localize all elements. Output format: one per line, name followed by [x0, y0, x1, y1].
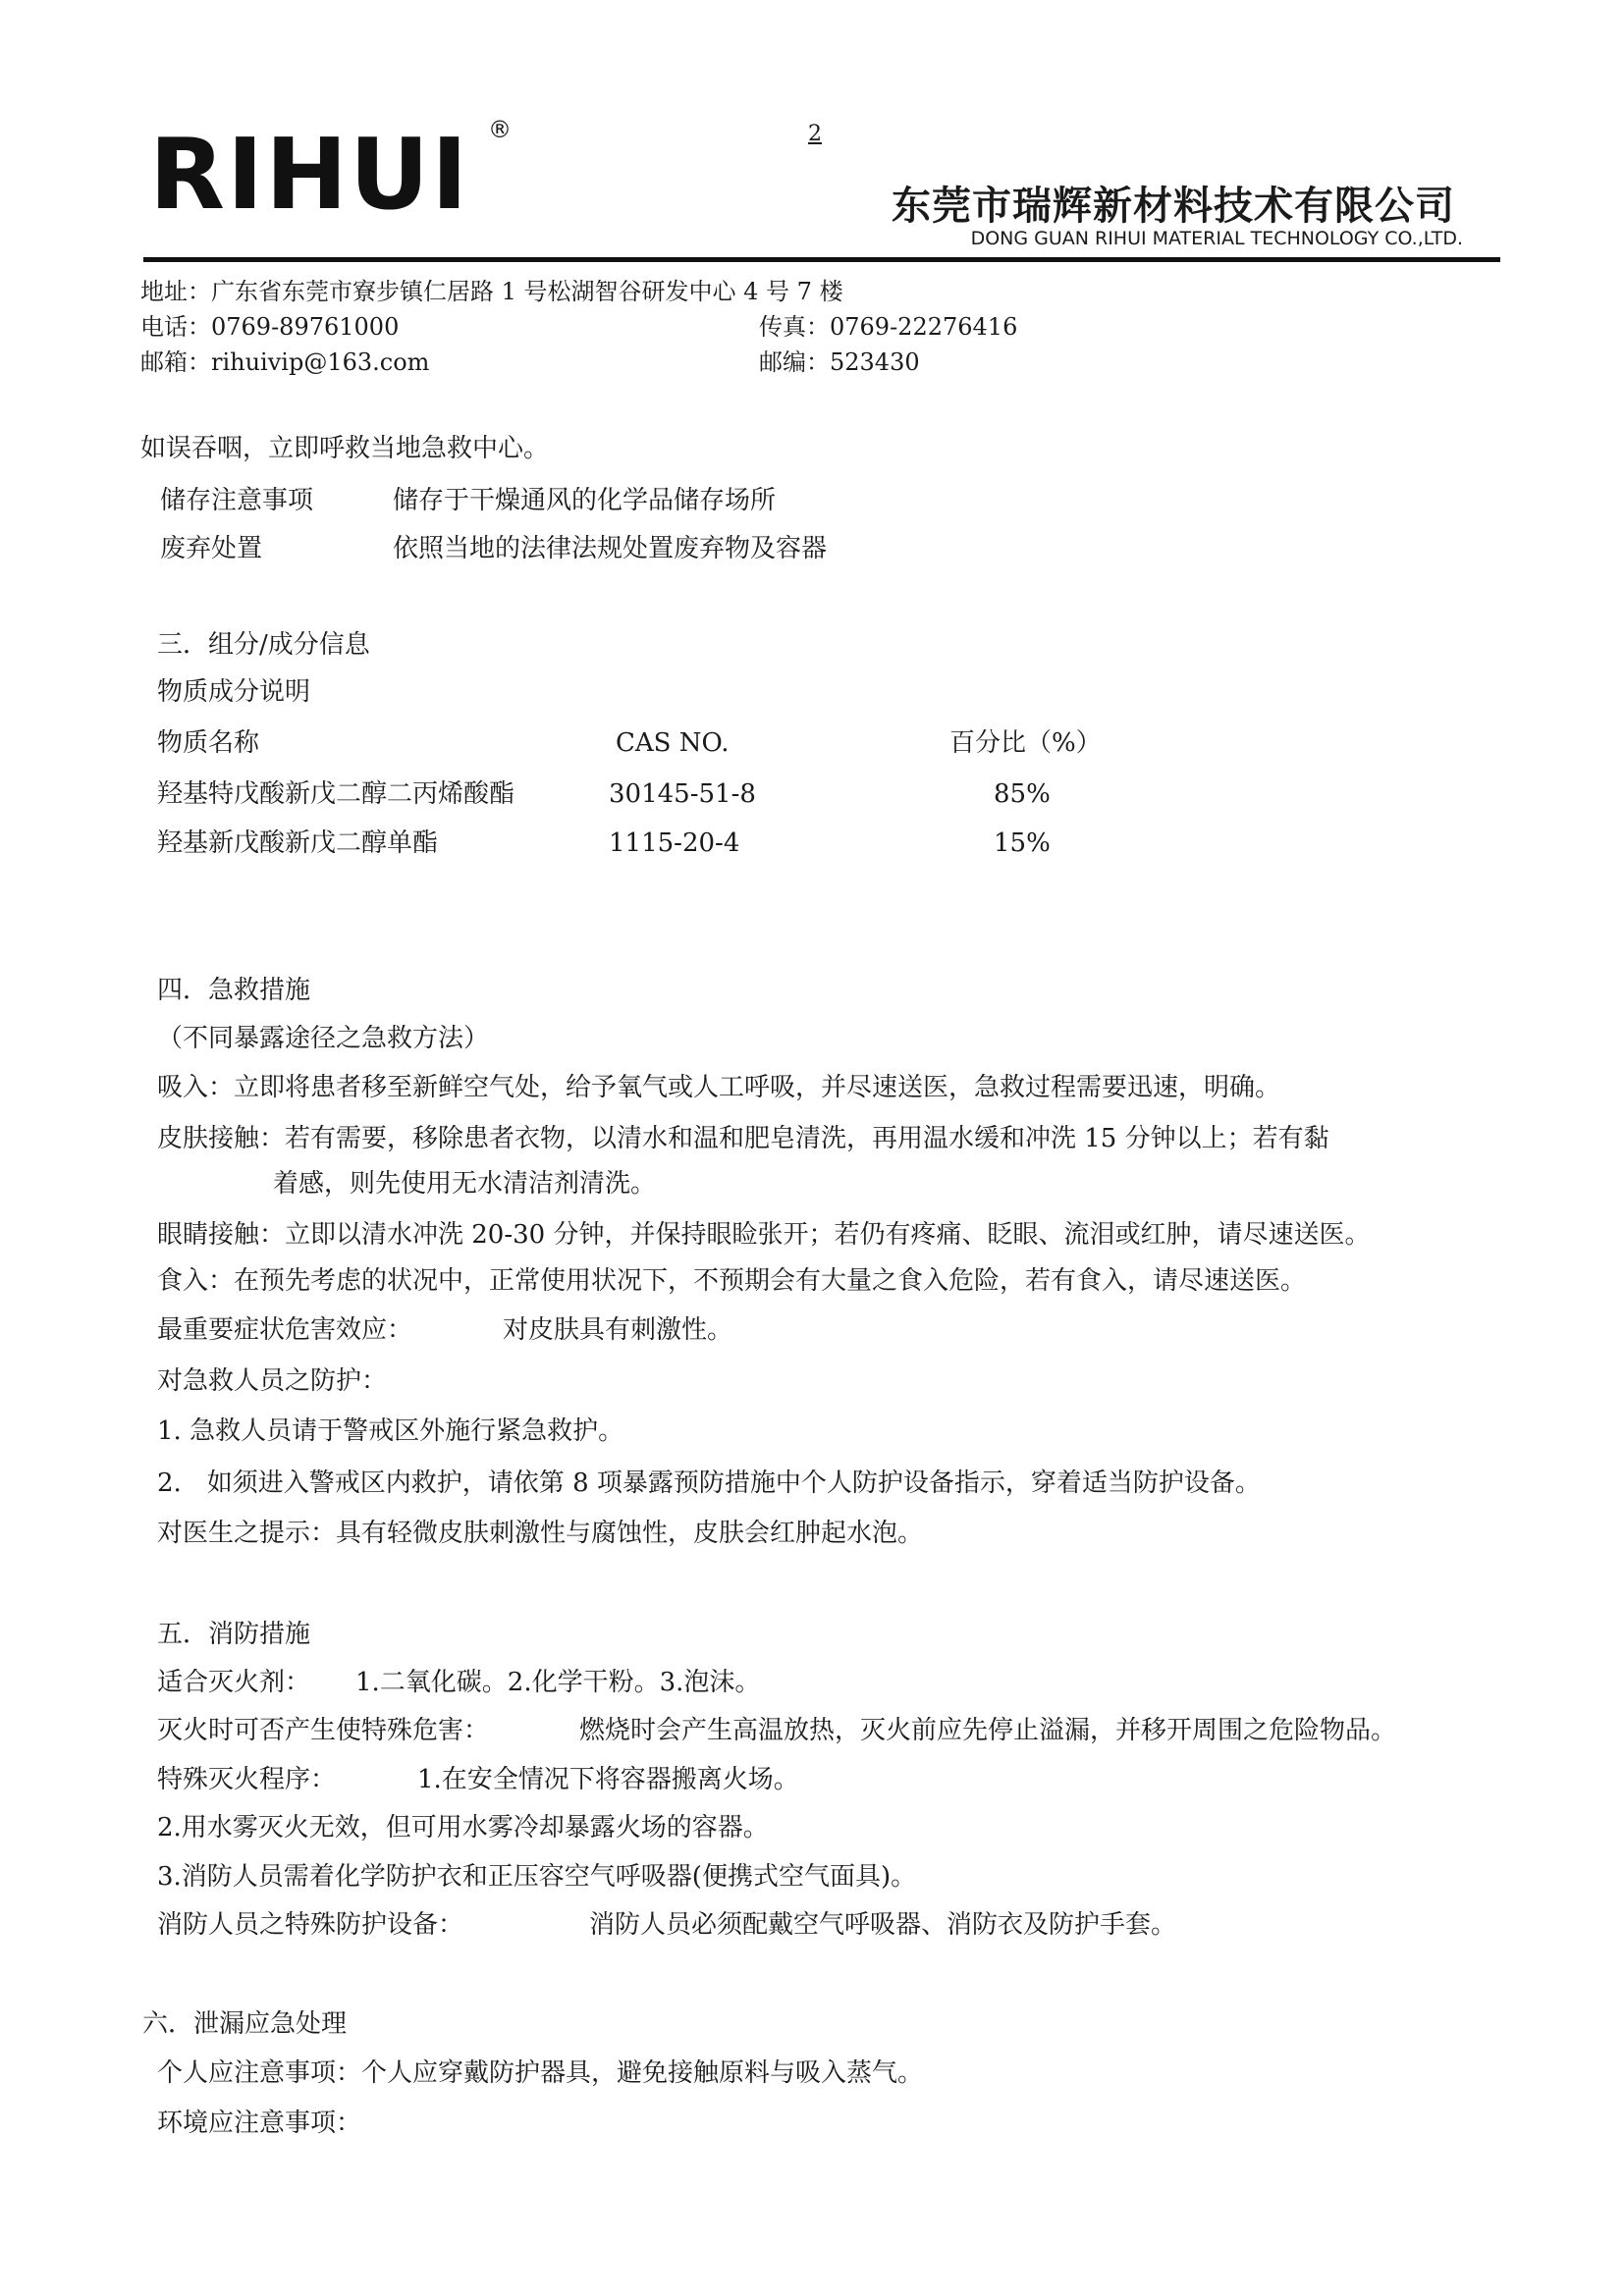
rescuer-protection-label: 对急救人员之防护： [157, 1366, 388, 1396]
table-header-percent: 百分比（%） [949, 728, 1102, 758]
storage-value: 储存于干燥通风的化学品储存场所 [393, 486, 777, 515]
special-procedure-3: 3.消防人员需着化学防护衣和正压容空气呼吸器(便携式空气面具)。 [157, 1862, 917, 1892]
page-number: 2 [808, 122, 822, 146]
section4-title: 四．急救措施 [157, 976, 311, 1005]
disposal-value: 依照当地的法律法规处置废弃物及容器 [393, 534, 828, 563]
rescuer-item-2: 2. 如须进入警戒区内救护，请依第 8 项暴露预防措施中个人防护设备指示，穿着适当防护设备。 [157, 1468, 1261, 1498]
section3-subtitle: 物质成分说明 [157, 677, 311, 707]
table-row-2-name: 羟基新戊酸新戊二醇单酯 [157, 828, 439, 858]
contact-email: 邮箱：rihuivip@163.com [140, 348, 430, 376]
table-header-name: 物质名称 [157, 728, 260, 758]
personal-precautions: 个人应注意事项：个人应穿戴防护器具，避免接触原料与吸入蒸气。 [157, 2058, 924, 2088]
section4-subtitle: （不同暴露途径之急救方法） [157, 1024, 490, 1053]
ingestion-note: 如误吞咽，立即呼救当地急救中心。 [140, 434, 550, 463]
rescuer-item-1: 1. 急救人员请于警戒区外施行紧急救护。 [157, 1416, 624, 1446]
table-row-1-percent: 85% [994, 779, 1051, 809]
section5-title: 五．消防措施 [157, 1620, 311, 1649]
first-aid-eye: 眼睛接触：立即以清水冲洗 20-30 分钟，并保持眼睑张开；若仍有疼痛、眨眼、流泪或红肿，请尽速送医。 [157, 1220, 1371, 1250]
table-header-cas: CAS NO. [616, 728, 730, 758]
section6-title: 六．泄漏应急处理 [142, 2009, 348, 2039]
extinguishing-media-label: 适合灭火剂： [157, 1668, 311, 1697]
first-aid-ingestion: 食入：在预先考虑的状况中，正常使用状况下，不预期会有大量之食入危险，若有食入，请尽速送医。 [157, 1266, 1307, 1296]
header-rule [143, 257, 1500, 262]
firefighter-equipment-value: 消防人员必须配戴空气呼吸器、消防衣及防护手套。 [589, 1910, 1177, 1940]
storage-label: 储存注意事项 [160, 486, 314, 515]
table-row-1-name: 羟基特戊酸新戊二醇二丙烯酸酯 [157, 779, 515, 809]
special-hazard-label: 灭火时可否产生使特殊危害： [157, 1716, 490, 1745]
symptoms-label: 最重要症状危害效应： [157, 1315, 413, 1345]
firefighter-equipment-label: 消防人员之特殊防护设备： [157, 1910, 464, 1940]
contact-fax: 传真：0769-22276416 [759, 313, 1018, 341]
contact-address: 地址：广东省东莞市寮步镇仁居路 1 号松湖智谷研发中心 4 号 7 楼 [140, 278, 843, 305]
environmental-precautions: 环境应注意事项： [157, 2109, 362, 2138]
contact-postcode: 邮编：523430 [759, 348, 920, 376]
first-aid-skin-line2: 着感，则先使用无水清洁剂清洗。 [273, 1169, 657, 1199]
extinguishing-media-value: 1.二氧化碳。2.化学干粉。3.泡沫。 [355, 1668, 761, 1697]
table-row-2-cas: 1115-20-4 [609, 828, 740, 858]
company-name-cn: 东莞市瑞辉新材料技术有限公司 [892, 184, 1455, 229]
special-procedure-2: 2.用水雾灭火无效，但可用水雾冷却暴露火场的容器。 [157, 1813, 769, 1842]
symptoms-value: 对皮肤具有刺激性。 [503, 1315, 733, 1345]
table-row-1-cas: 30145-51-8 [609, 779, 756, 809]
special-hazard-value: 燃烧时会产生高温放热，灭火前应先停止溢漏，并移开周围之危险物品。 [579, 1716, 1397, 1745]
first-aid-inhalation: 吸入：立即将患者移至新鲜空气处，给予氧气或人工呼吸，并尽速送医，急救过程需要迅速，明确。 [157, 1073, 1281, 1102]
first-aid-skin-line1: 皮肤接触：若有需要，移除患者衣物，以清水和温和肥皂清洗，再用温水缓和冲洗 15 分钟以上；若有黏 [157, 1124, 1329, 1153]
registered-mark: ® [488, 116, 512, 143]
contact-phone: 电话：0769-89761000 [140, 313, 400, 341]
disposal-label: 废弃处置 [160, 534, 263, 563]
company-name-en: DONG GUAN RIHUI MATERIAL TECHNOLOGY CO.,LTD. [970, 228, 1463, 249]
doctor-note: 对医生之提示：具有轻微皮肤刺激性与腐蚀性，皮肤会红肿起水泡。 [157, 1519, 924, 1548]
section3-title: 三．组分/成分信息 [157, 630, 370, 660]
table-row-2-percent: 15% [994, 828, 1051, 858]
special-procedure-label: 特殊灭火程序： [157, 1765, 337, 1794]
company-logo: RIHUI [149, 117, 470, 232]
special-procedure-1: 1.在安全情况下将容器搬离火场。 [417, 1765, 799, 1794]
